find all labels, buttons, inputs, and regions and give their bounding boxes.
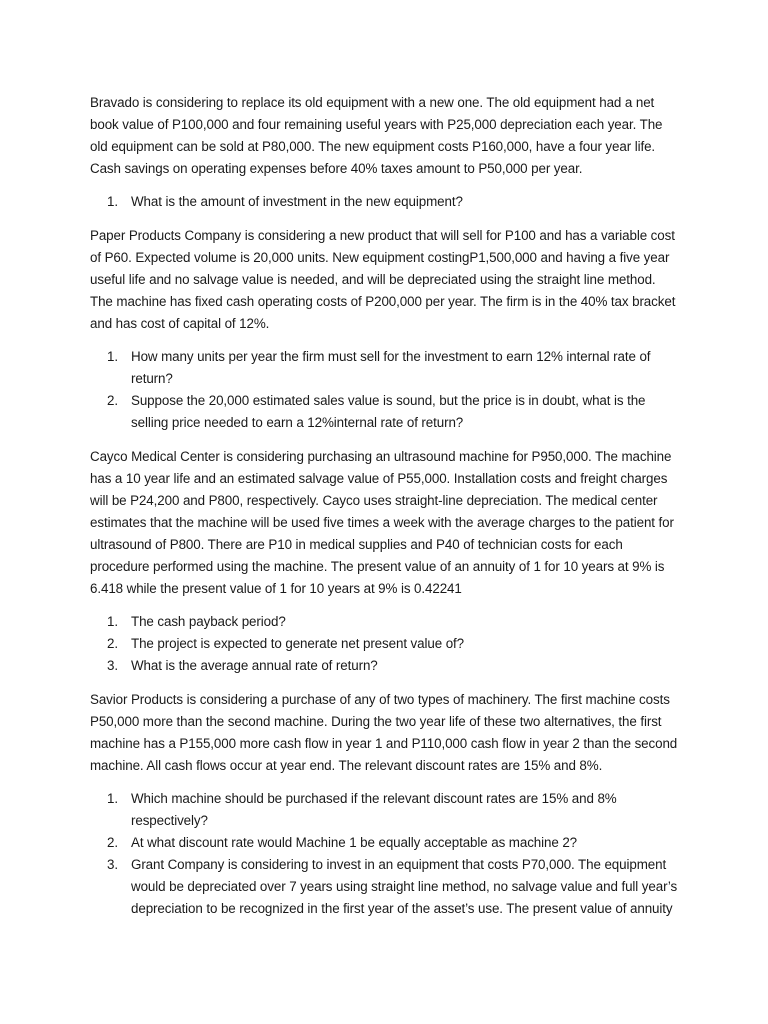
question-item xyxy=(90,611,680,633)
question-item xyxy=(90,390,680,434)
problem-paragraph-bravado: Bravado is considering to replace its old equipment with a new one. The old equipment had a net book value of P100,000 and four remaining useful years with P25,000 depreciation each year. The old equipment can be sold at P80,000. The new equipment costs P160,000, have a four year life. Cash savings on operating expenses before 40% taxes amount to P50,000 per year. xyxy=(90,95,663,176)
question-text: Grant Company is considering to invest in an equipment that costs P70,000. The equipment would be depreciated over 7 years using straight line method, no salvage value and full year’s depreciation to be recognized in the first year of the asset’s use. The present value of annuity xyxy=(131,857,678,916)
problem-paragraph-savior: Savior Products is considering a purchase of any of two types of machinery. The first machine costs P50,000 more than the second machine. During the two year life of these two alternatives, the first machine has a P155,000 more cash flow in year 1 and P110,000 cash flow in year 2 than the second machine. All cash flows occur at year end. The relevant discount rates are 15% and 8%. xyxy=(90,692,678,773)
question-text: The cash payback period? xyxy=(131,614,286,629)
question-number: 1. xyxy=(107,194,118,209)
question-item xyxy=(90,633,680,655)
question-item xyxy=(90,346,680,390)
question-text: Which machine should be purchased if the relevant discount rates are 15% and 8% respectively? xyxy=(131,791,617,828)
question-text: Suppose the 20,000 estimated sales value is sound, but the price is in doubt, what is the selling price needed to earn a 12%internal rate of return? xyxy=(131,393,646,430)
question-text: How many units per year the firm must sell for the investment to earn 12% internal rate of return? xyxy=(131,349,651,386)
question-number: 2. xyxy=(107,636,118,651)
question-list xyxy=(90,611,680,677)
problem-paragraph-paper-products: Paper Products Company is considering a new product that will sell for P100 and has a variable cost of P60. Expected volume is 20,000 units. New equipment costingP1,500,000 and having a five year useful life and no salvage value is needed, and will be depreciated using the straight line method. The machine has fixed cash operating costs of P200,000 per year. The firm is in the 40% tax bracket and has cost of capital of 12%. xyxy=(90,228,676,331)
question-number: 3. xyxy=(107,658,118,673)
question-text: What is the average annual rate of return? xyxy=(131,658,378,673)
question-number: 2. xyxy=(107,393,118,408)
question-text: What is the amount of investment in the new equipment? xyxy=(131,194,463,209)
question-item xyxy=(90,788,680,832)
question-list xyxy=(90,191,680,213)
question-item xyxy=(90,191,680,213)
question-item xyxy=(90,655,680,677)
question-list xyxy=(90,346,680,434)
question-number: 3. xyxy=(107,857,118,872)
question-number: 2. xyxy=(107,835,118,850)
question-text: The project is expected to generate net present value of? xyxy=(131,636,465,651)
question-text: At what discount rate would Machine 1 be equally acceptable as machine 2? xyxy=(131,835,578,850)
question-item xyxy=(90,832,680,854)
document-content xyxy=(90,92,680,932)
question-number: 1. xyxy=(107,614,118,629)
question-item xyxy=(90,854,680,920)
question-number: 1. xyxy=(107,349,118,364)
question-list xyxy=(90,788,680,920)
problem-paragraph-cayco: Cayco Medical Center is considering purchasing an ultrasound machine for P950,000. The machine has a 10 year life and an estimated salvage value of P55,000. Installation costs and freight charges will be P24,200 and P800, respectively. Cayco uses straight-line depreciation. The medical center estimates that the machine will be used five times a week with the average charges to the patient for ultrasound of P800. There are P10 in medical supplies and P40 of technician costs for each procedure performed using the machine. The present value of an annuity of 1 for 10 years at 9% is 6.418 while the present value of 1 for 10 years at 9% is 0.42241 xyxy=(90,449,674,596)
question-number: 1. xyxy=(107,791,118,806)
